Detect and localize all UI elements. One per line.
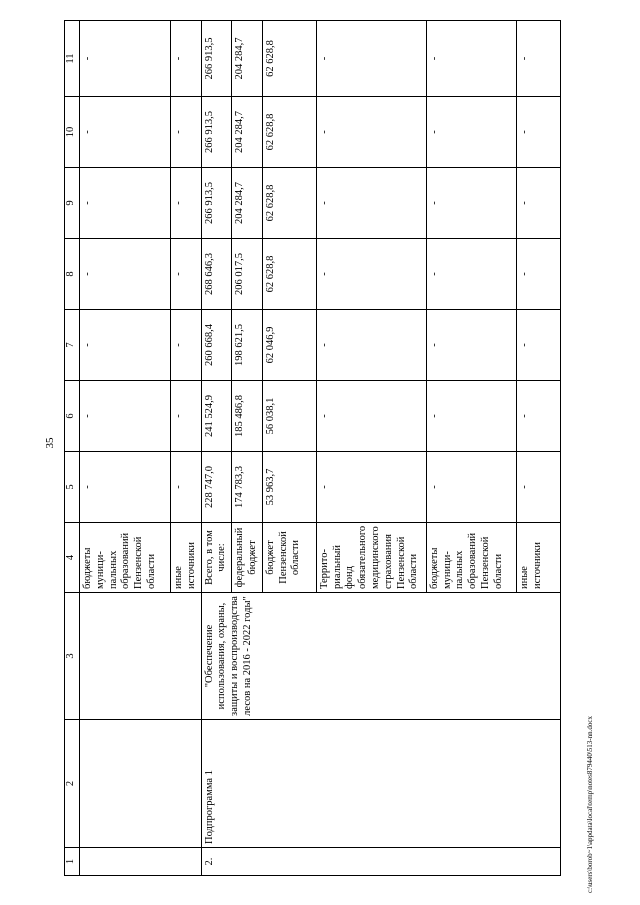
value-cell: - xyxy=(426,168,516,239)
cell-empty xyxy=(80,720,202,848)
value-cell: - xyxy=(316,452,426,523)
column-number: 9 xyxy=(65,168,80,239)
value-cell: - xyxy=(171,239,202,310)
value-cell: - xyxy=(316,381,426,452)
value-cell: - xyxy=(171,97,202,168)
value-cell: 185 486,8 xyxy=(232,381,263,452)
value-cell: 62 628,8 xyxy=(262,239,316,310)
table-row xyxy=(80,21,171,876)
value-cell: - xyxy=(80,21,171,97)
funding-source: бюджеты муници-пальных образований Пензенской области xyxy=(80,523,171,593)
page-number: 35 xyxy=(44,437,56,449)
cell-empty xyxy=(80,848,202,876)
rotated-table-container xyxy=(64,21,576,876)
value-cell: 62 046,9 xyxy=(262,310,316,381)
value-cell: - xyxy=(516,452,560,523)
column-number: 11 xyxy=(65,21,80,97)
value-cell: 62 628,8 xyxy=(262,168,316,239)
column-number: 2 xyxy=(65,720,80,848)
funding-source: федеральный бюджет xyxy=(232,523,263,593)
value-cell: 241 524,9 xyxy=(201,381,232,452)
value-cell: 266 913,5 xyxy=(201,168,232,239)
value-cell: - xyxy=(516,310,560,381)
column-number: 8 xyxy=(65,239,80,310)
value-cell: - xyxy=(316,310,426,381)
value-cell: - xyxy=(316,21,426,97)
value-cell: 174 783,3 xyxy=(232,452,263,523)
footer-file-path: c:\users\borob~1\appdata\local\temp\notes879440\513-nn.docx xyxy=(586,716,594,893)
value-cell: - xyxy=(316,168,426,239)
value-cell: - xyxy=(426,21,516,97)
program-number: 2. xyxy=(201,848,560,876)
column-number: 1 xyxy=(65,848,80,876)
column-number: 10 xyxy=(65,97,80,168)
funding-source: бюджет Пензенской области xyxy=(262,523,316,593)
value-cell: - xyxy=(516,381,560,452)
funding-source: Террито-риальный фонд обязательного медицинского страхования Пензенской области xyxy=(316,523,426,593)
cell-empty xyxy=(80,593,202,720)
program-name: Подпрограмма 1 xyxy=(201,720,560,848)
value-cell: 62 628,8 xyxy=(262,97,316,168)
value-cell: - xyxy=(171,381,202,452)
value-cell: - xyxy=(171,21,202,97)
value-cell: - xyxy=(80,452,171,523)
column-number: 4 xyxy=(65,523,80,593)
column-number: 7 xyxy=(65,310,80,381)
funding-source: бюджеты муници-пальных образований Пензенской области xyxy=(426,523,516,593)
value-cell: 62 628,8 xyxy=(262,21,316,97)
value-cell: 204 284,7 xyxy=(232,21,263,97)
value-cell: - xyxy=(171,452,202,523)
value-cell: - xyxy=(80,381,171,452)
value-cell: - xyxy=(80,310,171,381)
value-cell: - xyxy=(516,168,560,239)
value-cell: 266 913,5 xyxy=(201,21,232,97)
value-cell: - xyxy=(80,97,171,168)
value-cell: - xyxy=(80,168,171,239)
value-cell: 268 646,3 xyxy=(201,239,232,310)
value-cell: 206 017,5 xyxy=(232,239,263,310)
column-number-row xyxy=(65,21,80,876)
value-cell: 198 621,5 xyxy=(232,310,263,381)
funding-source: иные источники xyxy=(171,523,202,593)
value-cell: - xyxy=(516,97,560,168)
value-cell: - xyxy=(426,310,516,381)
column-number: 3 xyxy=(65,593,80,720)
value-cell: - xyxy=(426,239,516,310)
funding-source: иные источники xyxy=(516,523,560,593)
value-cell: - xyxy=(426,452,516,523)
value-cell: - xyxy=(80,239,171,310)
value-cell: - xyxy=(316,97,426,168)
value-cell: 266 913,5 xyxy=(201,97,232,168)
value-cell: - xyxy=(316,239,426,310)
column-number: 5 xyxy=(65,452,80,523)
column-number: 6 xyxy=(65,381,80,452)
value-cell: 204 284,7 xyxy=(232,97,263,168)
value-cell: - xyxy=(516,239,560,310)
value-cell: - xyxy=(426,97,516,168)
table-row xyxy=(201,21,232,876)
value-cell: - xyxy=(171,310,202,381)
value-cell: 56 038,1 xyxy=(262,381,316,452)
funding-source: Всего, в том числе: xyxy=(201,523,232,593)
value-cell: 204 284,7 xyxy=(232,168,263,239)
value-cell: - xyxy=(426,381,516,452)
program-title: "Обеспечение использования, охраны, защиты и воспроизводства лесов на 2016 - 2022 годы" xyxy=(201,593,560,720)
funding-table xyxy=(64,20,561,876)
value-cell: 53 963,7 xyxy=(262,452,316,523)
value-cell: - xyxy=(516,21,560,97)
value-cell: 228 747,0 xyxy=(201,452,232,523)
value-cell: 260 668,4 xyxy=(201,310,232,381)
value-cell: - xyxy=(171,168,202,239)
